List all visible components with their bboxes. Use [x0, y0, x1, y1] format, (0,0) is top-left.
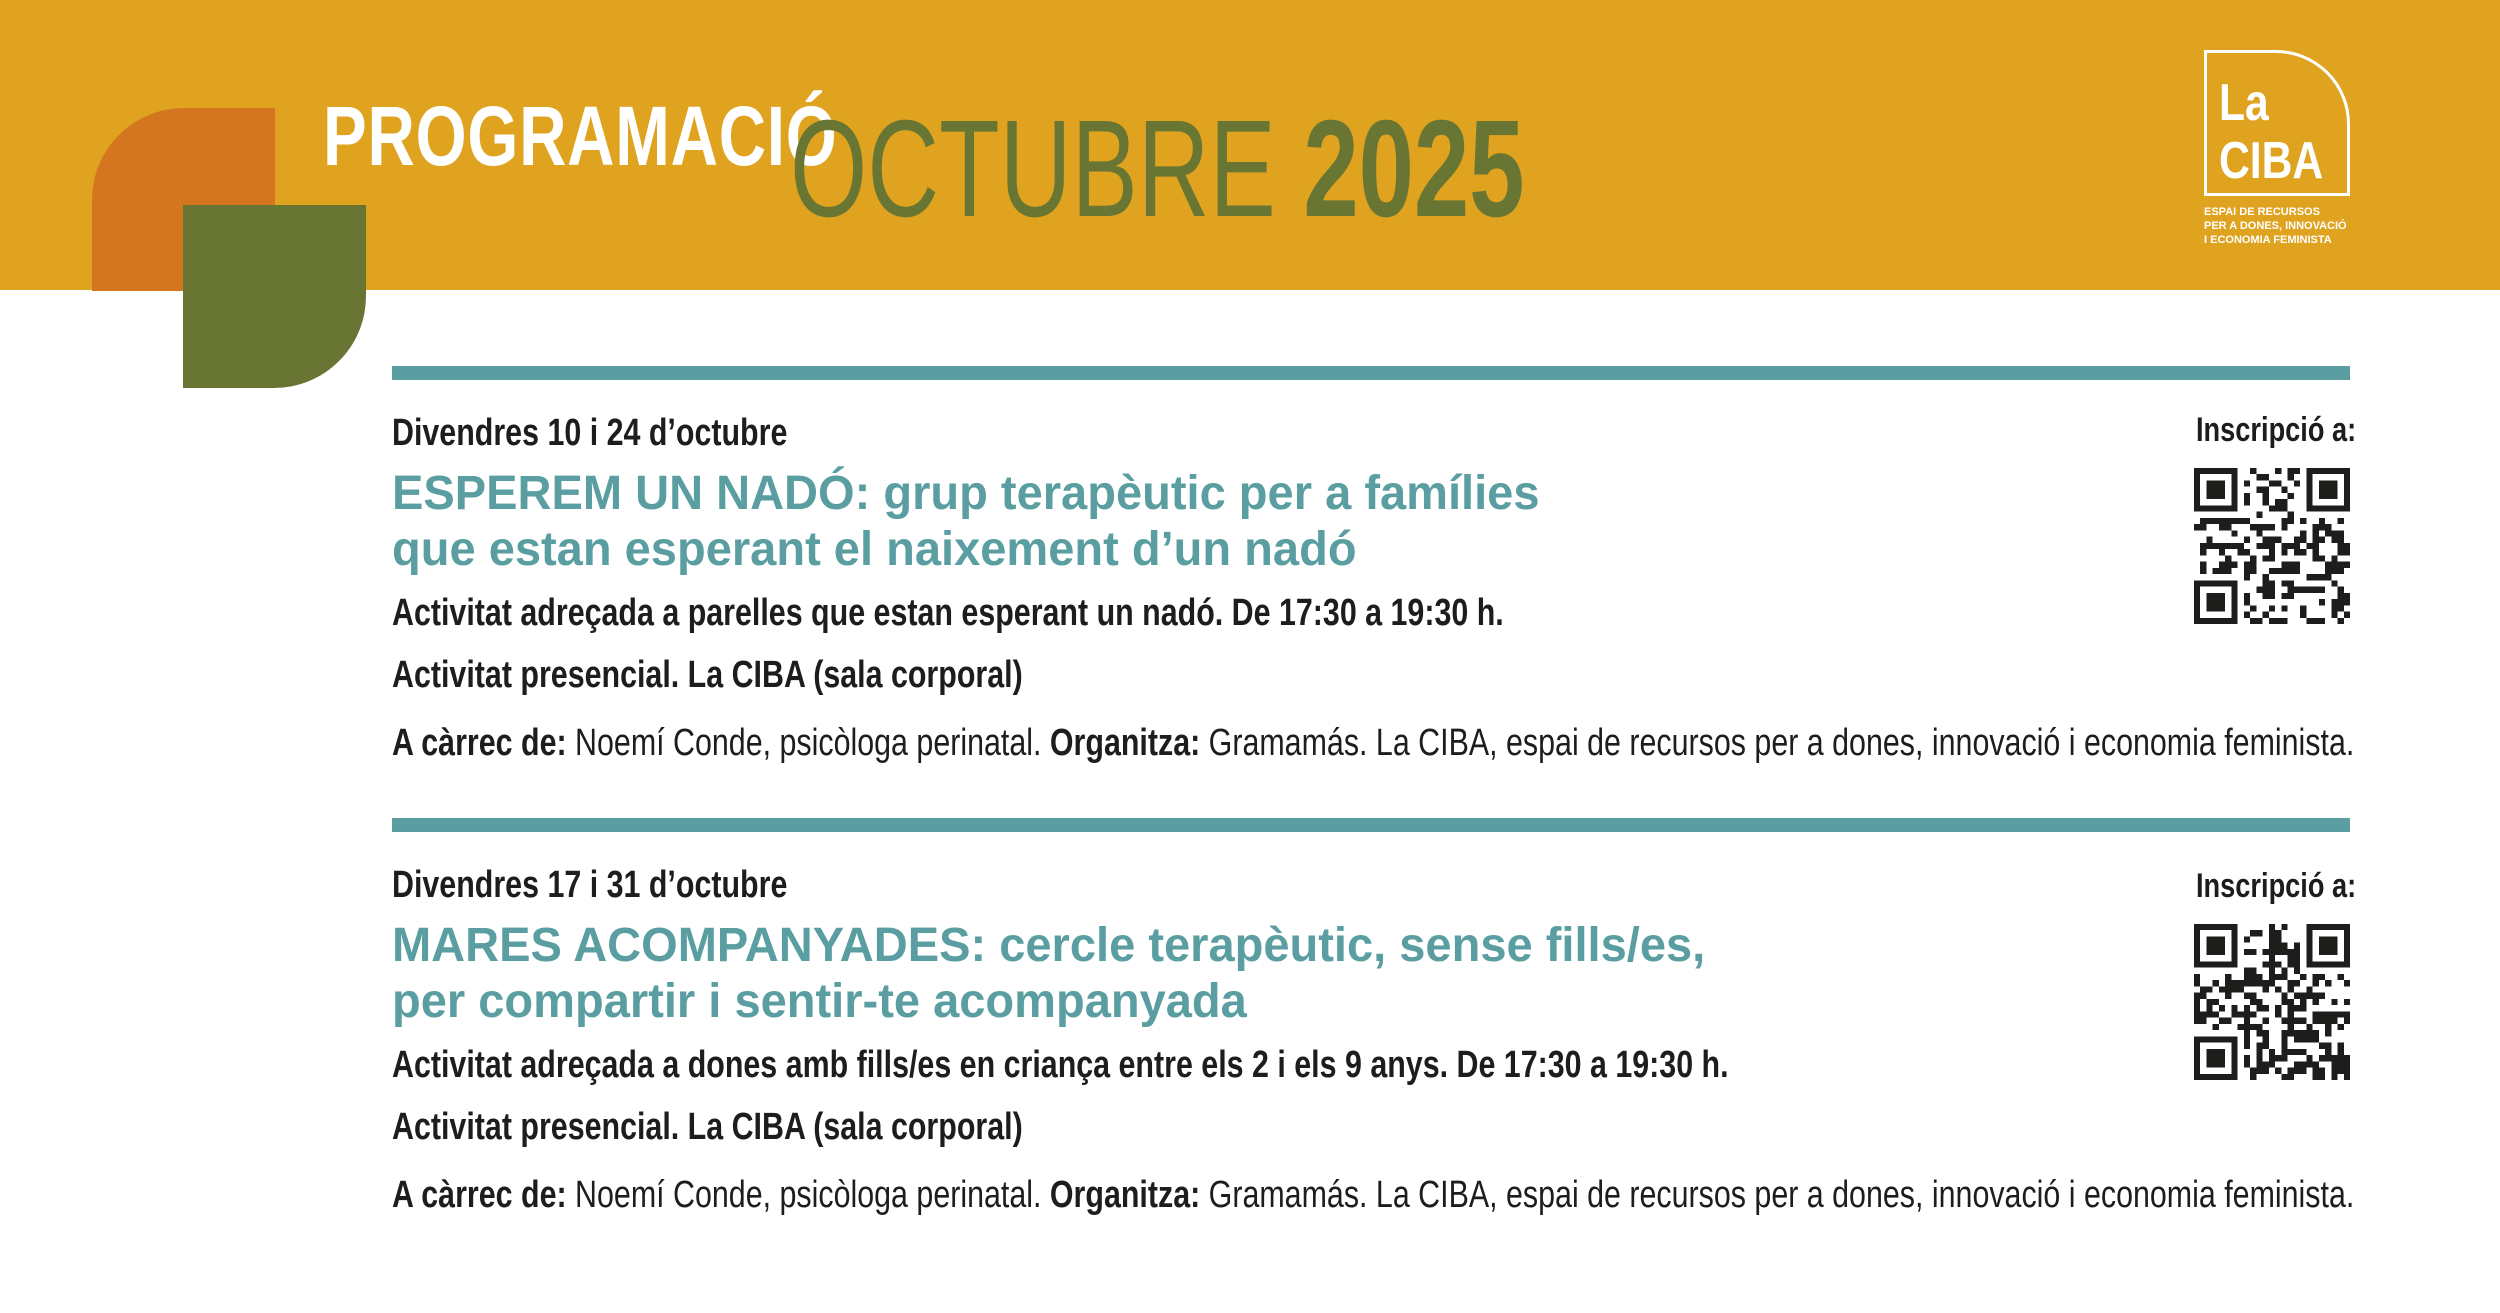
logo-line-1: La	[2219, 74, 2269, 132]
divider-rule	[392, 366, 2350, 380]
logo-line-2: CIBA	[2219, 132, 2324, 190]
header-month: OCTUBRE	[790, 92, 1276, 246]
event-date: Divendres 17 i 31 d’octubre	[392, 864, 788, 906]
signup-label: Inscripció a:	[2196, 411, 2357, 449]
logo-tagline-line: I ECONOMIA FEMINISTA	[2204, 234, 2332, 246]
credits-by-label: A càrrec de:	[392, 722, 567, 764]
event-description: Activitat adreçada a dones amb fills/es en criança entre els 2 i els 9 anys. De 17:30 a 19:30 h.	[392, 1044, 1729, 1086]
event-date: Divendres 10 i 24 d’octubre	[392, 412, 788, 454]
header-programacio: PROGRAMACIÓ	[323, 89, 838, 183]
credits-by-value: Noemí Conde, psicòloga perinatal.	[566, 1174, 1050, 1216]
signup-block	[2186, 866, 2362, 1085]
event-credits	[392, 1172, 2355, 1218]
header-month-year	[790, 92, 1525, 246]
event-title-line: que estan esperant el naixement d’un nadó	[392, 523, 1357, 576]
la-ciba-logo	[2204, 50, 2350, 196]
event-credits	[392, 720, 2355, 766]
qr-code-icon[interactable]	[2194, 924, 2350, 1080]
credits-org-value: Gramamás. La CIBA, espai de recursos per a dones, innovació i economia feminista.	[1200, 1174, 2355, 1216]
qr-code-icon[interactable]	[2194, 468, 2350, 624]
credits-org-label: Organitza:	[1049, 722, 1201, 764]
event-title-line: ESPEREM UN NADÓ: grup terapèutic per a famílies	[392, 467, 1540, 520]
event-title	[392, 466, 2350, 578]
signup-block	[2186, 410, 2362, 629]
credits-org-value: Gramamás. La CIBA, espai de recursos per a dones, innovació i economia feminista.	[1200, 722, 2355, 764]
event-card	[392, 862, 2357, 1218]
credits-org-label: Organitza:	[1049, 1174, 1201, 1216]
logo-tagline-line: ESPAI DE RECURSOS	[2204, 206, 2320, 218]
logo-tagline	[2204, 205, 2384, 247]
header-year: 2025	[1303, 92, 1525, 246]
event-title	[392, 918, 2350, 1030]
event-place: Activitat presencial. La CIBA (sala corporal)	[392, 1106, 1023, 1148]
decorative-green-shape	[183, 205, 366, 388]
event-card	[392, 410, 2357, 766]
event-title-line: per compartir i sentir-te acompanyada	[392, 975, 1247, 1028]
event-place: Activitat presencial. La CIBA (sala corporal)	[392, 654, 1023, 696]
logo-tagline-line: PER A DONES, INNOVACIÓ	[2204, 220, 2347, 232]
credits-by-label: A càrrec de:	[392, 1174, 567, 1216]
divider-rule	[392, 818, 2350, 832]
credits-by-value: Noemí Conde, psicòloga perinatal.	[566, 722, 1050, 764]
event-description: Activitat adreçada a parelles que estan esperant un nadó. De 17:30 a 19:30 h.	[392, 592, 1504, 634]
event-title-line: MARES ACOMPANYADES: cercle terapèutic, sense fills/es,	[392, 919, 1706, 972]
signup-label: Inscripció a:	[2196, 867, 2357, 905]
